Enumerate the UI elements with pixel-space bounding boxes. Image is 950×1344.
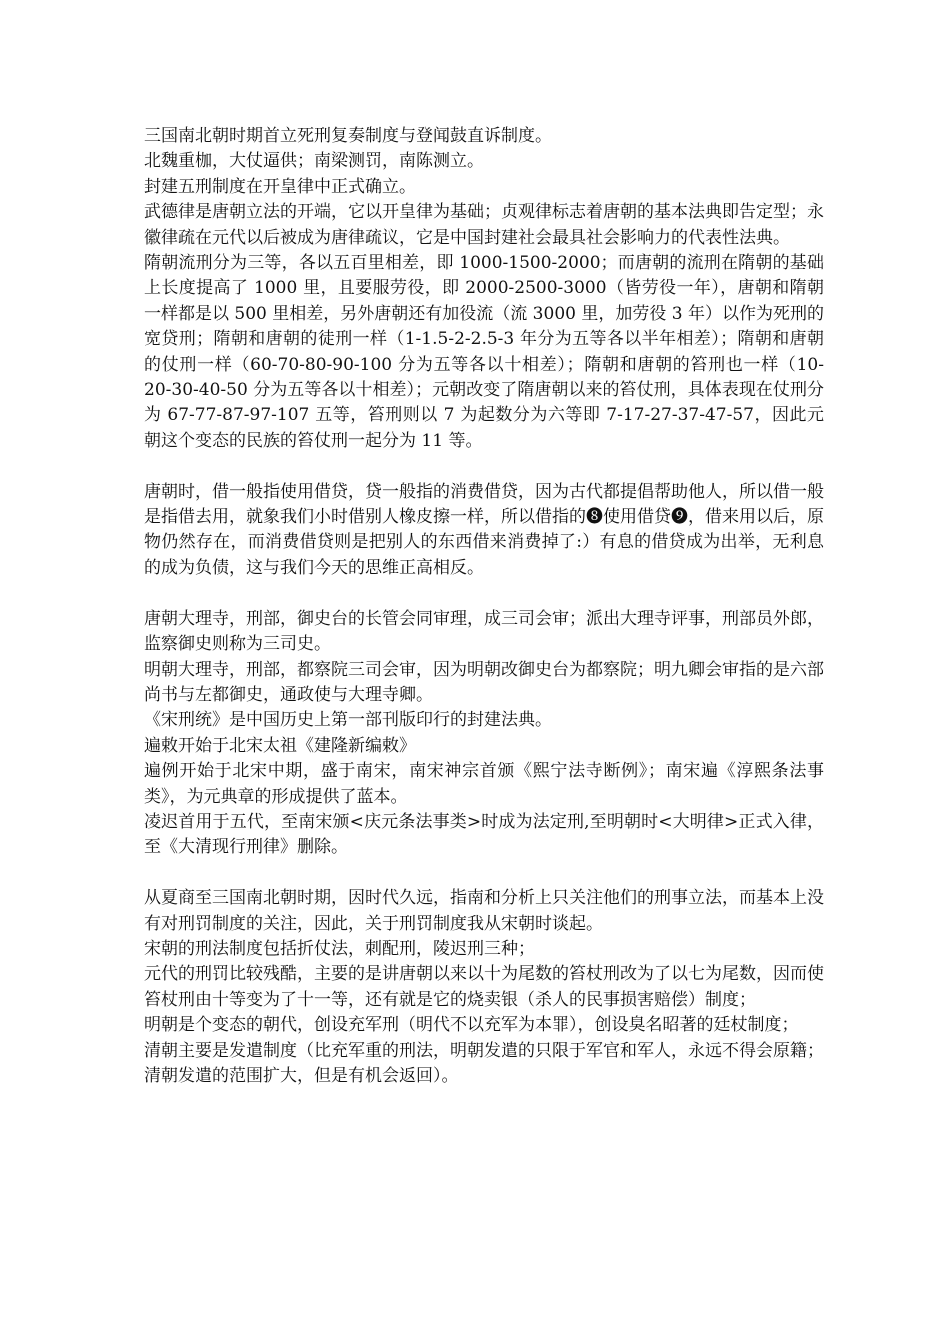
paragraph-exile-punishment: 隋朝流刑分为三等，各以五百里相差，即 1000-1500-2000；而唐朝的流刑在隋朝的基础上长度提高了 1000 里，且要服劳役，即 2000-2500-3000（皆劳役一年），唐朝和隋朝一样都是以 500 里相差，另外唐朝还有加役流（流 3000 里，加劳役 3 年）以作为死刑的宽贷刑；隋朝和唐朝的徒刑一样（1-1.5-2-2.5-3 年分为五等各以半年相差）；隋朝和唐朝的仗刑一样（60-70-80-90-100 分为五等各以十相差）；隋朝和唐朝的笞刑也一样（10-20-30-40-50 分为五等各以十相差）；元朝改变了隋唐朝以来的笞仗刑，具体表现在仗刑分为 67-77-87-97-107 五等，笞刑则以 7 为起数分为六等即 7-17-27-37-47-57，因此元朝这个变态的民族的笞仗刑一起分为 11 等。 <box>144 253 824 451</box>
paragraph-yuan-system: 元代的刑罚比较残酷，主要的是讲唐朝以来以十为尾数的笞杖刑改为了以七为尾数，因而使笞杖刑由十等变为了十一等，还有就是它的烧卖银（杀人的民事损害赔偿）制度； <box>144 964 824 1010</box>
paragraph-spacer <box>144 454 824 479</box>
paragraph-song-system: 宋朝的刑法制度包括折仗法，刺配刑，陵迟刑三种； <box>144 938 535 959</box>
paragraph-five-punishments: 封建五刑制度在开皇律中正式确立。 <box>144 176 416 197</box>
paragraph-spacer <box>144 581 824 606</box>
paragraph-tang-three-courts: 唐朝大理寺，刑部，御史台的长管会同审理，成三司会审；派出大理寺评事，刑部员外郎，监察御史则称为三司史。 <box>144 608 824 655</box>
paragraph-bianchi: 遍敕开始于北宋太祖《建隆新编敕》 <box>144 735 416 756</box>
document-page <box>144 124 824 1089</box>
paragraph-lingchi: 凌迟首用于五代，至南宋颁<庆元条法事类>时成为法定刑,至明朝时<大明律>正式入律，至《大清现行刑律》删除。 <box>144 811 824 858</box>
paragraph-beiwei-punishment: 北魏重枷，大仗逼供；南梁测罚，南陈测立。 <box>144 151 484 172</box>
paragraph-sanguo-death-review: 三国南北朝时期首立死刑复奏制度与登闻鼓直诉制度。 <box>144 126 552 146</box>
paragraph-ming-three-courts: 明朝大理寺，刑部，都察院三司会审，因为明朝改御史台为都察院；明九卿会审指的是六部尚书与左都御史，通政使与大理寺卿。 <box>144 659 824 705</box>
paragraph-qing-system: 清朝主要是发遣制度（比充军重的刑法，明朝发遣的只限于军官和军人，永远不得会原籍；清朝发遣的范围扩大，但是有机会返回）。 <box>144 1040 824 1086</box>
paragraph-xia-shang-intro: 从夏商至三国南北朝时期，因时代久远，指南和分析上只关注他们的刑事立法，而基本上没有对刑罚制度的关注，因此，关于刑罚制度我从宋朝时谈起。 <box>144 888 824 934</box>
paragraph-bianli: 遍例开始于北宋中期，盛于南宋，南宋神宗首颁《熙宁法寺断例》；南宋遍《淳熙条法事类》，为元典章的形成提供了蓝本。 <box>144 761 824 807</box>
paragraph-tang-codes: 武德律是唐朝立法的开端，它以开皇律为基础；贞观律标志着唐朝的基本法典即告定型；永徽律疏在元代以后被成为唐律疏议，它是中国封建社会最具社会影响力的代表性法典。 <box>144 202 824 248</box>
paragraph-tang-loans: 唐朝时，借一般指使用借贷，贷一般指的消费借贷，因为古代都提倡帮助他人，所以借一般是指借去用，就象我们小时借别人橡皮擦一样，所以借指的❽使用借贷❾，借来用以后，原物仍然存在，而消费借贷则是把别人的东西借来消费掉了:）有息的借贷成为出举，无利息的成为负债，这与我们今天的思维正高相反。 <box>144 481 824 578</box>
paragraph-song-xingtong: 《宋刑统》是中国历史上第一部刊版印行的封建法典。 <box>144 710 552 731</box>
paragraph-spacer <box>144 861 824 886</box>
paragraph-ming-system: 明朝是个变态的朝代，创设充军刑（明代不以充军为本罪），创设臭名昭著的廷杖制度； <box>144 1015 799 1036</box>
